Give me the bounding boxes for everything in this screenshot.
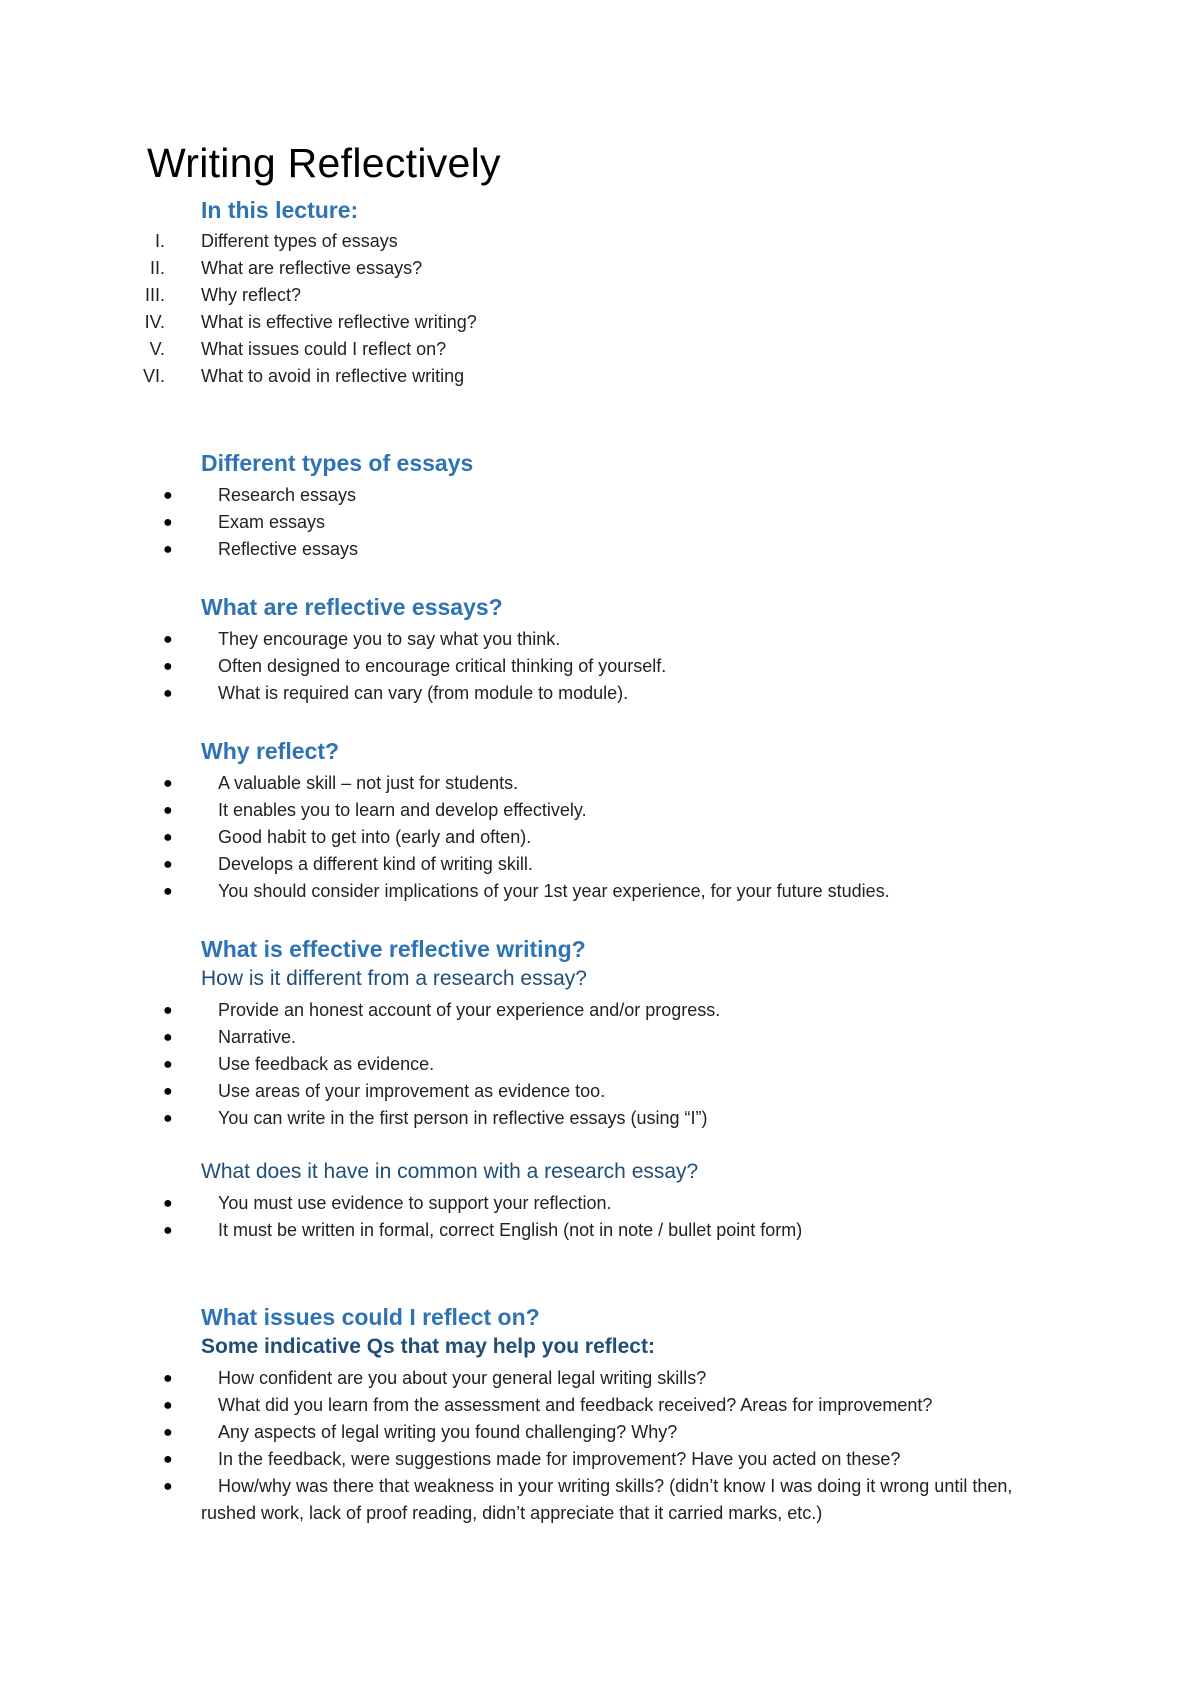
bullet-list <box>0 770 1058 905</box>
section-subheading: What does it have in common with a research essay? <box>201 1160 699 1183</box>
list-item-text: In the feedback, were suggestions made for improvement? Have you acted on these? <box>218 1449 901 1469</box>
list-item-text: Provide an honest account of your experience and/or progress. <box>218 1000 721 1020</box>
list-item <box>0 1446 1061 1473</box>
outline-number: V. <box>149 339 165 359</box>
list-item <box>0 509 1058 536</box>
outline-text: What to avoid in reflective writing <box>201 366 465 386</box>
outline-text: Why reflect? <box>201 285 302 305</box>
outline-number: VI. <box>142 366 165 386</box>
list-item <box>0 536 1058 563</box>
section-heading: What is effective reflective writing? <box>201 936 586 962</box>
list-item-text: Reflective essays <box>218 539 359 559</box>
list-item <box>0 1190 1058 1217</box>
bullet-icon: ● <box>163 1195 173 1212</box>
list-item <box>0 1051 1058 1078</box>
list-item-text: Good habit to get into (early and often). <box>218 827 532 847</box>
list-item-text: You must use evidence to support your reflection. <box>218 1193 612 1213</box>
bullet-icon: ● <box>163 1002 173 1019</box>
list-item-text: You should consider implications of your 1st year experience, for your future studies. <box>218 881 890 901</box>
outline-text: What issues could I reflect on? <box>201 339 447 359</box>
list-item-text: Develops a different kind of writing skill. <box>218 854 533 874</box>
list-item-text: Research essays <box>218 485 357 505</box>
section-heading: Why reflect? <box>201 738 340 764</box>
bullet-icon: ● <box>163 1424 173 1441</box>
bullet-icon: ● <box>163 1083 173 1100</box>
bullet-icon: ● <box>163 802 173 819</box>
list-item <box>0 626 1058 653</box>
list-item <box>0 1365 1061 1392</box>
list-item <box>0 770 1058 797</box>
bullet-icon: ● <box>163 775 173 792</box>
list-item <box>0 1473 1061 1527</box>
section-heading: Different types of essays <box>201 450 474 476</box>
list-item <box>0 653 1058 680</box>
bullet-list <box>0 626 1058 707</box>
list-item-text: A valuable skill – not just for students. <box>218 773 519 793</box>
bullet-icon: ● <box>163 658 173 675</box>
list-item <box>0 680 1058 707</box>
bullet-icon: ● <box>163 856 173 873</box>
bullet-icon: ● <box>163 1397 173 1414</box>
bullet-icon: ● <box>163 1029 173 1046</box>
list-item-text: You can write in the first person in reflective essays (using “I”) <box>218 1108 708 1128</box>
bullet-icon: ● <box>163 829 173 846</box>
list-item <box>0 1419 1061 1446</box>
bullet-icon: ● <box>163 1222 173 1239</box>
bullet-list <box>0 482 1058 563</box>
list-item-text: It must be written in formal, correct English (not in note / bullet point form) <box>218 1220 803 1240</box>
list-item <box>0 997 1058 1024</box>
bullet-icon: ● <box>163 514 173 531</box>
outline-text: What is effective reflective writing? <box>201 312 477 332</box>
bullet-icon: ● <box>163 1478 173 1495</box>
list-item <box>0 1392 1061 1419</box>
outline-number: II. <box>149 258 165 278</box>
list-item-text: Any aspects of legal writing you found challenging? Why? <box>218 1422 678 1442</box>
bullet-icon: ● <box>163 1056 173 1073</box>
bullet-icon: ● <box>163 1370 173 1387</box>
list-item-text: Often designed to encourage critical thinking of yourself. <box>218 656 667 676</box>
list-item-text: Narrative. <box>218 1027 297 1047</box>
bullet-icon: ● <box>163 487 173 504</box>
list-item-text: How confident are you about your general legal writing skills? <box>218 1368 707 1388</box>
bullet-icon: ● <box>163 631 173 648</box>
section-subheading: Some indicative Qs that may help you reflect: <box>201 1335 655 1358</box>
bullet-icon: ● <box>163 883 173 900</box>
section-subheading: How is it different from a research essay? <box>201 967 587 990</box>
bullet-icon: ● <box>163 1110 173 1127</box>
section-heading: What are reflective essays? <box>201 594 503 620</box>
outline-number: IV. <box>144 312 165 332</box>
bullet-icon: ● <box>163 685 173 702</box>
page-title: Writing Reflectively <box>147 140 501 186</box>
list-item-text: What did you learn from the assessment and feedback received? Areas for improvement? <box>218 1395 933 1415</box>
list-item-text: They encourage you to say what you think. <box>218 629 561 649</box>
bullet-list <box>0 997 1058 1132</box>
list-item <box>0 878 1058 905</box>
list-item <box>0 482 1058 509</box>
list-item <box>0 1078 1058 1105</box>
outline-text: Different types of essays <box>201 231 398 251</box>
list-item <box>0 797 1058 824</box>
outline-number: I. <box>154 231 165 251</box>
bullet-icon: ● <box>163 1451 173 1468</box>
list-item-text: What is required can vary (from module to module). <box>218 683 629 703</box>
list-item-text: How/why was there that weakness in your writing skills? (didn’t know I was doing it wrong until then, rushed work, lack of proof reading, didn’t appreciate that it carried marks, etc.) <box>201 1476 1013 1523</box>
list-item <box>0 1105 1058 1132</box>
list-item-text: Exam essays <box>218 512 326 532</box>
bullet-icon: ● <box>163 541 173 558</box>
outline-number: III. <box>144 285 165 305</box>
list-item <box>0 851 1058 878</box>
list-item <box>0 1024 1058 1051</box>
bullet-list <box>0 1365 1061 1527</box>
list-item-text: Use areas of your improvement as evidence too. <box>218 1081 606 1101</box>
bullet-list <box>0 1190 1058 1244</box>
list-item <box>0 1217 1058 1244</box>
lecture-heading: In this lecture: <box>201 197 359 223</box>
section-heading: What issues could I reflect on? <box>201 1304 540 1330</box>
outline-text: What are reflective essays? <box>201 258 423 278</box>
list-item-text: It enables you to learn and develop effectively. <box>218 800 587 820</box>
list-item <box>0 824 1058 851</box>
list-item-text: Use feedback as evidence. <box>218 1054 435 1074</box>
